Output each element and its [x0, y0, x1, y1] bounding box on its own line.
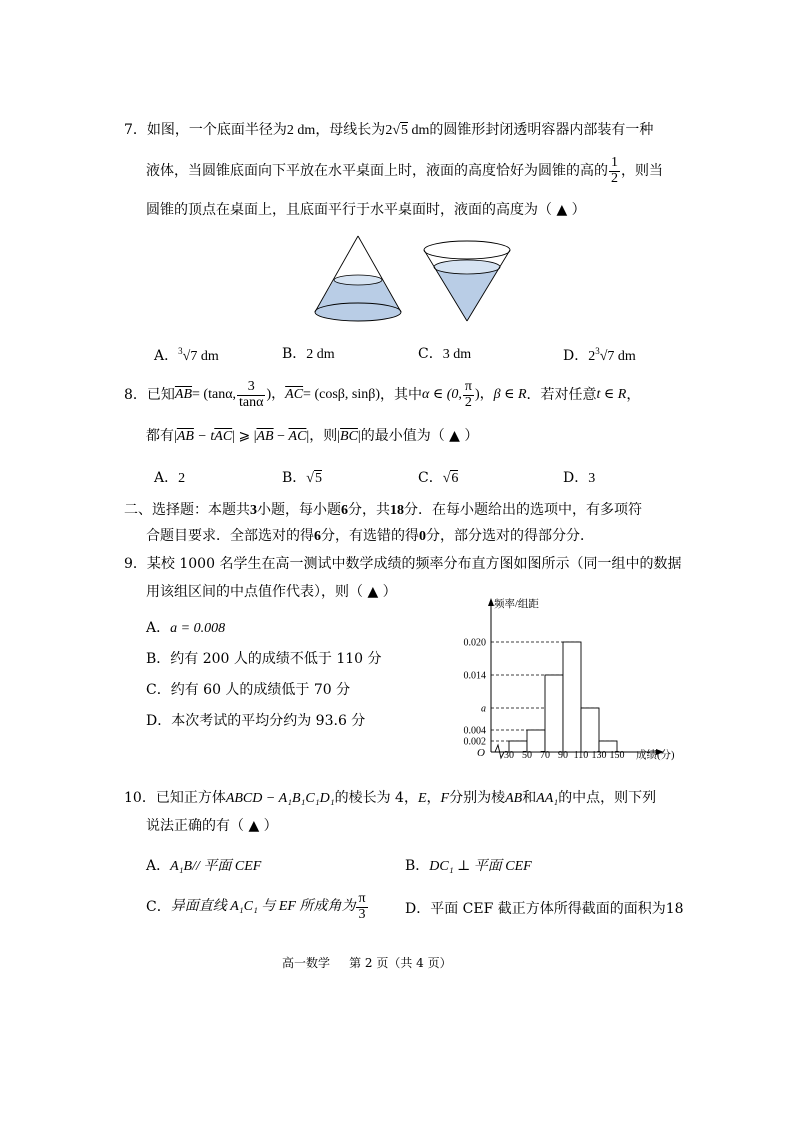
histogram-bar: [545, 675, 563, 752]
q8-number: 8．: [124, 386, 147, 403]
upright-cone-liquid-surface: [334, 275, 382, 285]
q10-option-a: A．A₁B// 平面 CEF: [146, 858, 262, 874]
q9-option-b: B．约有 200 人的成绩不低于 110 分: [146, 651, 382, 667]
x-tick-label: 30: [504, 750, 514, 761]
q9-option-c: C．约有 60 人的成绩低于 70 分: [146, 682, 351, 698]
x-tick-label: 130: [591, 750, 607, 761]
inverted-cone: [424, 241, 510, 321]
q9-option-a: A．a = 0.008: [146, 620, 226, 636]
q7-option-d: D．$2^3√7$ dm: [563, 346, 636, 364]
x-axis-label: 成绩(分): [636, 750, 675, 761]
y-axis-label: 频率/组距: [494, 599, 539, 610]
q7-line2: 液体，当圆锥底面向下平放在水平桌面上时，液面的高度恰好为圆锥的高的 $\frac{1}{2}$ ，则当: [146, 155, 663, 186]
fraction-3-over-tan: $\frac{3}{\tan\alpha}$: [239, 379, 264, 410]
footer-page: 第 2 页（共 4 页）: [349, 956, 452, 970]
q10-line1: 10．已知正方体ABCD − A₁B₁C₁D₁的棱长为 4，E，F分别为棱AB和AA₁的中点，则下列: [124, 790, 657, 806]
q8-option-b: B．√5: [282, 470, 322, 486]
footer-subject: 高一数学: [282, 956, 331, 970]
q7-line3: 圆锥的顶点在桌面上，且底面平行于水平桌面时，液面的高度为（ ▲ ）: [146, 202, 586, 218]
fraction-pi-over-2: $\frac{\pi}{2}$: [464, 379, 472, 410]
q7-option-c: C．3 dm: [418, 346, 472, 362]
x-tick-label: 70: [540, 750, 550, 761]
q9-line1: 9．某校 1000 名学生在高一测试中数学成绩的频率分布直方图如图所示（同一组中的数据: [124, 556, 682, 572]
fraction-half: $\frac{1}{2}$: [611, 155, 618, 186]
q8-option-d: D．3: [563, 470, 596, 486]
slant-value: 2√5 dm: [385, 123, 430, 138]
y-tick-label: 0.002: [463, 736, 486, 748]
x-tick-label: 50: [522, 750, 532, 761]
origin-label: O: [477, 747, 485, 759]
inverted-cone-liquid-surface: [434, 260, 500, 274]
inverted-cone-liquid: [434, 267, 500, 321]
q10-option-c: C．异面直线 A₁C₁ 与 EF 所成角为 $\frac{\pi}{3}$: [146, 891, 366, 922]
histogram-bar: [581, 708, 599, 752]
section2-line2: 合题目要求．全部选对的得6分，有选错的得0分，部分选对的得部分分．: [146, 528, 594, 544]
q10-number: 10．: [124, 790, 156, 806]
q8-option-a: A．2: [154, 470, 186, 486]
x-tick-label: 110: [573, 750, 589, 761]
q7-option-b: B．2 dm: [282, 346, 335, 362]
frequency-histogram: [463, 596, 694, 766]
y-tick-label: 0.014: [463, 670, 486, 682]
footer: [282, 956, 452, 970]
q10-option-d: D．平面 CEF 截正方体所得截面的面积为18: [405, 901, 684, 917]
q10-option-b: B．DC₁ ⊥ 平面 CEF: [405, 858, 532, 874]
y-tick-label: 0.020: [463, 637, 486, 649]
y-tick-label: a: [481, 703, 486, 715]
q7-number: 7．: [124, 122, 147, 138]
q8-option-c: C．√6: [418, 470, 459, 486]
inverted-cone-top: [424, 241, 510, 259]
upright-cone: [315, 236, 401, 321]
q9-option-d: D．本次考试的平均分约为 93.6 分: [146, 713, 366, 729]
q8-line2: 都有$|\overline{AB} - t\overline{AC}|$ ⩾ $|\overline{AB} - \overline{AC}|$，则$|\overline{BC}|$的最小值为（ ▲ ）: [146, 428, 479, 444]
cone-figures: [300, 232, 530, 332]
x-tick-label: 90: [558, 750, 568, 761]
fraction-pi-over-3: $\frac{\pi}{3}$: [358, 891, 366, 922]
x-tick-label: 150: [609, 750, 625, 761]
histogram-bar: [527, 730, 545, 752]
q9-number: 9．: [124, 556, 147, 572]
histogram-bar: [563, 642, 581, 752]
q7-line1: 7．如图，一个底面半径为2 dm，母线长为2√5 dm的圆锥形封闭透明容器内部装有一种: [124, 122, 654, 138]
q8-line1: 8．已知$\overline{AB}= (\tan\alpha$, $\frac{3}{\tan\alpha}$ )，$\overline{AC}= (\cos\beta$, sinβ)，其中α ∈ (0, $\frac{\pi}{2}$ )，β ∈ R．若对任意t ∈ R，: [124, 379, 641, 410]
q9-line2: 用该组区间的中点值作代表），则（ ▲ ）: [146, 584, 397, 600]
q7-option-a: A．$^3$√7 dm: [154, 346, 219, 364]
y-tick-label: 0.004: [463, 725, 486, 737]
section2-line1: 二、选择题：本题共3小题，每小题6分，共18分．在每小题给出的选项中，有多项符: [124, 502, 642, 518]
q10-line2: 说法正确的有（ ▲ ）: [146, 818, 278, 834]
